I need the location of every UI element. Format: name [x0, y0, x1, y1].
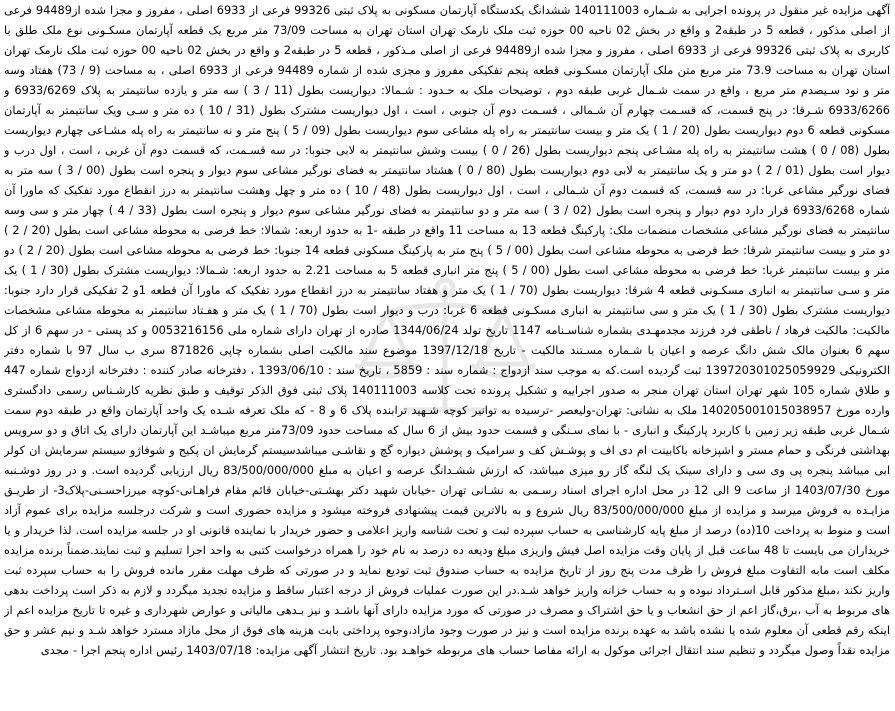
auction-notice-text: آگهی مزایده غیر منقول در پرونده اجرایی به شـماره 140111003 ششدانگ یکدستگاه آپارتمان مسکونی به پلاک ثبتی 99326 فرعی از 6933 اصلی ، مفروز و مجزا شده از94489 فرعی از اصلی مذکور ، قطعه 5 در طبقه2 و واقع در بخش 02 ناحیه 00 حوزه ثبت ملک نارمک تهران استان تهران به مساحت 73/09 متر مربع یک قطعه آپارتمان مسکـونی نوع ملک طلق با کاربری به پلاک ثبتی 99326 فرعی از 6933 اصلی ، مفروز و مجزا شده از94489 فرعی از اصلی مـذکور ، قطعه 5 در طبقه2 و واقع در بخش 02 ناحیه 00 حوزه ثبت ملک نارمک تهران استان تهران به مساحت 73.9 متر مربع متن ملک آپارتمان مسکـونی قطعه پنجم تفکیکی مفروز و مجزی شده از شماره 94489 فرعی از 6933 اصلی ، به مساحت (9 / 73) هفتاد وسه متر و نود سـیصدم متر مربع ، واقع در سمت شـمال غربی طبقه دوم ، توضیحات ملک به حـدود : شـمالا: دیواریست بطول (11 / 3 ) سه متر و یازده سانتیمتر به پلاک 6933/6269 و 6933/6266 شـرقا: در پنج قسمت، که قسـمت چهارم آن شـمالی ، قسـمت دوم آن جنوبی ، است ، اول دیواریست مشترک بطول (31 / 10 ) ده متر و سـی ویک سانتیمتر به آپارتمان مسکونی قطعه 6 دوم دیواریست بطول (20 / 1 ) یک متر و بیست سانتیمتر به راه پله مشاعی سوم دیواریست بطول (09 / 5 ) پنج متر و نه سانتیمتر به راه پله مشـاعی چهارم دیواریست بطول (08 / 0 ) هشت سانتیمتر به راه پله مشـاعی پنجم دیواریست بطول (26 / 0 ) بیست وشش سانتیمتر به لابی جنوبا: در سه قسـمت، که قسمت دوم آن غربی ، است ، اول درب و دیوار است بطول (01 / 2 ) دو متر و یک سانتیمتر به لابی دوم دیواریست بطول (80 / 0 ) هشتاد سانتیمتر به فضای نورگیر مشاعی سوم دیوار و پنجره است بطول (00 / 3 ) سه متر به فضای نورگیر مشاعی غربا: در سه قسمت، که قسمت دوم آن شـمالی ، است ، اول دیواریست بطول (48 / 10 ) ده متر و چهل وهشت سانتیمتر به درز انقطاع مورد تفکیک که ماورا آن شماره 6933/6268 قرار دارد دوم دیوار و پنجره است بطول (02 / 3 ) سه متر و دو سانتیمتر به فضای نورگیر مشاعی سوم دیوار و پنجره است بطول (33 / 4 ) چهار متر و سی وسه سانتیمتر به فضای نورگیر مشاعی مشخصات منضمات ملک: پارکینگ قطعه 13 به مساحت 11 واقع در طبقه -1 به حدود اربعه: شمالا: خط فرضی به محوطه مشاعی است بطول (20 / 2 ) دو متر و بیست سانتیمتر شرقا: خط فرضی به محوطه مشاعی است بطول (00 / 5 ) پنج متر به پارکینگ مسکونی قطعه 14 جنوبا: خط فرضی به محوطه مشاعی است بطول (20 / 2 ) دو متر و بیست سانتیمتر غربا: خط فرضی به محوطه مشاعی است بطول (00 / 5 ) پنج متر انباری قطعه 5 به مساحت 2.21 به حدود اربعه: شـمالا: دیواریست مشترک بطول (30 / 1 ) یک متر و سـی سانتیمتر به انباری مسکـونی قطعه 4 شرقا: دیواریست بطول (70 / 1 ) یک متر و هفتاد سانتیمتر به درز انقطاع مورد تفکیک که ماورا آن قطعه 1و 2 تفکیکی قرار دارد جنوبا: دیواریست مشترک بطول (30 / 1 ) یک متر و سی سانتیمتر به انباری مسکـونی قطعه 6 غربا: درب و دیوار است بطول (70 / 1 ) یک متر و هفـتاد سانتیمتر به محوطه مشاعی مشخصات مالکیت: مالکیت فرهاد / ناطقی فرد فرزند مجدمهـدی بشماره شناسـنامه 1147 تاریخ تولد 1344/06/24 صادره از تهران دارای شماره ملی 0053216156 و کد پستی - در سهم 6 از کل سهم 6 بعنوان مالک شش دانگ عرصه و اعیان با شـماره مسـتند مالکیت - تاریخ 1397/12/18 موضوع سند مالکیت اصلی بشماره چاپی 871826 سری ب سال 97 با شماره دفتر الکترونیکی 139720301025059929 ثبت گردیده است.که به موجب سند ازدواج : شماره سند : 5859 ، تاریخ سند : 1393/06/10 ، دفترخانه صادر کننده : دفترخانه ازدواج شماره 447 و طلاق شماره 105 شهر تهران استان تهران منجر به صدور اجراییه و تشکیل پرونده تحت کلاسه 140111003 پلاک ثبتی فوق الذکر توقیف و طبق نظریه کارشـناس رسمی دادگستری وارده مورخ 140205001015038957 ملک به نشانی: تهران-ولیعصر -ترسیده به توانیر کوچه شـهید ترابنده پلاک 6 و 8 - که ملک تعرفه شـده یک واحد آپارتمان واقع در طبقه دوم سمت شـمال غربی طبقه زیر زمین با کاربرد پارکینگ و انباری - با نمای سـنگی و قسمت حدود بیش از 6 سال که مساحت حدود 73/09متر مربع میباشـد این آپارتمان دارای یک اتاق و دو سرویس بهداشتی فرنگی و حمام مستر و اشپزخانه باکابینت ام دی اف و پوشـش کف و سرامیک و پوشش دیواره گچ و نقاشـی میباشدسیستم گرمایش ان پکیج و شوفاژو سیستم سرمایش ان کولر ابی میباشد پنجره پی وی سی و دارای سینک یک لنگه گاز رو میزی میباشد، که ارزش ششـدانگ عرصه و اعیان به مبلغ 83/500/000/000 ریال ارزیابی گردیده است. و در روز دوشـنبه مورخ 1403/07/30 از ساعت 9 الی 12 در محل اداره اجرای اسناد رسـمی به نشـانی تهران -خیابان شهید دکتر بهشـتی-خیابان قائم مقام فراهـانی-کوچه میرزاحسـنی-پلاک3- از طریـق مزایـده به فروش میرسد و مزایده از مبلغ 83/500/000/000 ریال شروع و به بالاترین قیمت پیشنهادی فروخته میشود و مزایده حضوری است و شرکت درجلسه مزایده برای عموم آزاد است و منوط به پرداخت 10(ده) درصد از مبلغ پایه کارشناسی به حساب سپرده ثبت و تحت شناسه واریز اعلامی و حضور خریدار با نماینده قانونی او در جلسه مزایده است. لذا خریدار و یا خریداران می بایست تا 48 ساعت قبل از پایان وقت مزایده اصل فیش واریزی مبلغ ودیعه ده درصد به نام خود را همراه درخواست کتبی به واحد اجرا تسلیم و ثبت نمایند.ضمناً برنده مزایده مکلف است مابه التفاوت مبلغ فروش را ظرف مدت پنج روز از تاریخ مزایده به حساب صندوق ثبت تودیع نماید و در صورتی که ظرف مهلت مقرر مانده فروش را به حساب سپرده ثبت واریز نکند ،مبلغ مذکور قابل اسـترداد نبوده و به حساب خزانه واریز خواهد شـد.در این صورت عملیات فروش از درجه اعتبار ساقط و مزایده تجدید میگردد و لازم به ذکر است پرداخت بدهی های مربوط به آب ،برق،گاز اعم از حق انشعاب و یا حق اشتراک و مصرف در صورتی که مورد مزایده دارای آنها باشـد و نیز بـدهی مالیاتی و عوارض شهرداری و غیره تا تاریخ مزایده اعم از اینکه رقم قطعی آن معلوم شده یا نشده باشد به عهده برنده مزایده است و نیز در صورت وجود مازاد،وجوه پرداختی بابت هزینه های فوق از محل مازاد مسترد خواهد شـد و نیم عشر و حق مزایده نقداً وصول میگردد و تنظیم سند انتقال اجرائی موکول به ارائه مفاصا حساب های مربوطه خواهـد بود. تاریخ انتشار آگهی مزایده: 1403/07/18 رئیس اداره پنجم اجرا - مجدی — [4, 3, 890, 657]
